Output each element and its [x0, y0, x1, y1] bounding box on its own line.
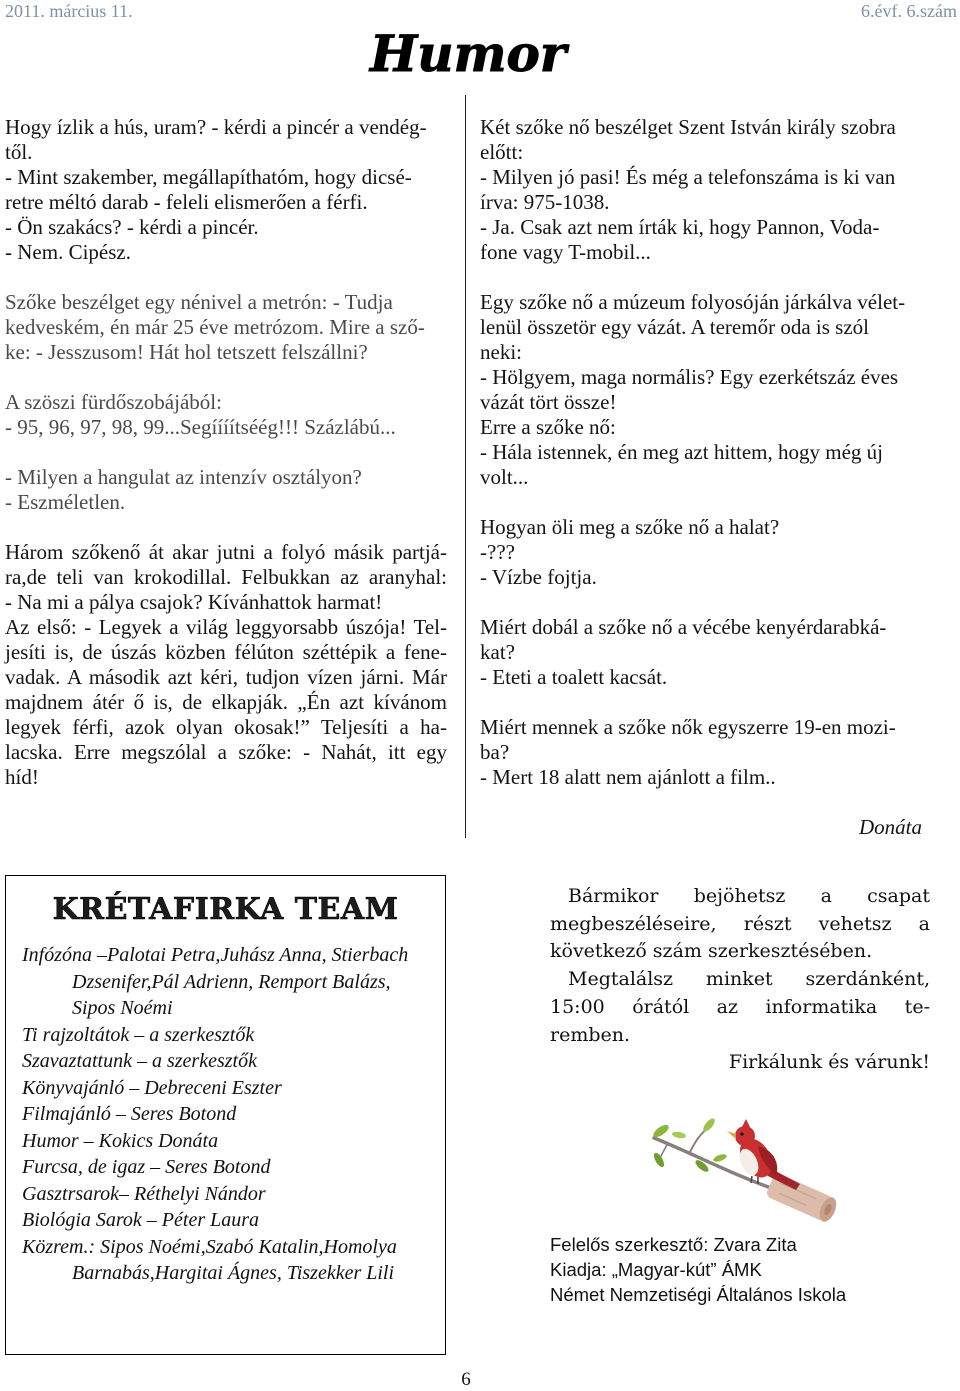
text-line: - Ja. Csak azt nem írták ki, hogy Pannon, Voda- — [480, 215, 880, 239]
author-signature: Donáta — [859, 815, 922, 839]
text-line: - Nem. Cipész. — [5, 240, 131, 264]
page-number: 6 — [461, 1369, 471, 1390]
text-line: remben. — [550, 1023, 631, 1046]
joke-cinema — [480, 715, 922, 790]
team-entry-line: Dzsenifer,Pál Adrienn, Remport Balázs, — [72, 970, 391, 993]
team-entry-line: Infózóna –Palotai Petra,Juhász Anna, Stierbach — [22, 944, 409, 966]
text-line: vázát tört össze! — [480, 390, 617, 414]
joke-bread — [480, 615, 922, 690]
twig — [660, 1143, 668, 1158]
text-line: - 95, 96, 97, 98, 99...Segíííítséég!!! Százlábú... — [5, 415, 396, 439]
text-line: Két szőke nő beszélget Szent István király szobra — [480, 115, 896, 139]
text-line: - Eszméletlen. — [5, 490, 126, 514]
joke-goldfish — [5, 540, 447, 790]
invitation-paragraph — [550, 966, 930, 1049]
team-entry-line: Könyvajánló – Debreceni Eszter — [22, 1076, 282, 1099]
text-line: fone vagy T-mobil... — [480, 240, 651, 264]
credits — [550, 1232, 846, 1307]
team-entry-line: Barnabás,Hargitai Ágnes, Tiszekker Lili — [72, 1262, 395, 1284]
text-line: legyek férfi, azok olyan okosak!” Teljesíti a ha- — [5, 715, 447, 739]
text-line: - Na mi a pálya csajok? Kívánhattok harmat! — [5, 590, 383, 614]
team-entry — [22, 1022, 440, 1049]
joke-fish — [480, 515, 922, 590]
text-line: lenül összetör egy vázát. A teremőr oda is szól — [480, 315, 869, 339]
text-line: megbeszéléseire, részt vehetsz a — [550, 912, 930, 935]
team-entry-line: Biológia Sarok – Péter Laura — [22, 1209, 260, 1231]
text-line: - Mint szakember, megállapíthatóm, hogy dicsé- — [5, 165, 412, 189]
team-entry — [22, 1048, 440, 1075]
text-line: kedveském, én már 25 éve metrózom. Mire a sző- — [5, 315, 425, 339]
joke-restaurant — [5, 115, 447, 265]
school-name: Német Nemzetiségi Általános Iskola — [550, 1284, 847, 1305]
team-entry-line: Sipos Noémi — [72, 997, 173, 1019]
bird-on-branch-illustration — [650, 1112, 840, 1224]
text-line: - Hála istennek, én meg azt hittem, hogy még új — [480, 440, 883, 464]
team-entry-line: Szavaztattunk – a szerkesztők — [22, 1050, 257, 1072]
team-entry-line: Furcsa, de igaz – Seres Botond — [22, 1156, 271, 1178]
text-line: Hogy ízlik a hús, uram? - kérdi a pincér a vendég- — [5, 115, 427, 139]
team-entry — [22, 1075, 440, 1102]
text-line: kat? — [480, 640, 515, 664]
text-line: Bármikor bejöhetsz a csapat — [568, 885, 930, 907]
text-line: Miért dobál a szőke nő a vécébe kenyérdarabká- — [480, 615, 887, 639]
joke-museum — [480, 290, 922, 490]
team-entry-line: Közrem.: Sipos Noémi,Szabó Katalin,Homolya — [22, 1235, 397, 1258]
text-line: - Ön szakács? - kérdi a pincér. — [5, 215, 259, 239]
leaf — [652, 1151, 666, 1168]
text-line: ba? — [480, 740, 510, 764]
text-line: Három szőkenő át akar jutni a folyó másik partjá- — [5, 540, 447, 564]
text-line: 15:00 órától az informatika te- — [550, 995, 930, 1018]
joke-metro — [5, 290, 447, 365]
text-line: - Milyen a hangulat az intenzív osztályon? — [5, 465, 362, 489]
text-line: Miért mennek a szőke nők egyszerre 19-en mozi- — [480, 715, 896, 739]
editor-in-chief: Felelős szerkesztő: Zvara Zita — [550, 1234, 797, 1255]
text-line: - Eteti a toalett kacsát. — [480, 665, 668, 689]
team-entry-line: Ti rajzoltátok – a szerkesztők — [22, 1023, 255, 1046]
leaf — [712, 1153, 727, 1163]
joke-intensive-care — [5, 465, 447, 515]
text-line: Megtalálsz minket szerdánként, — [568, 968, 930, 991]
team-entry — [22, 1234, 440, 1287]
joke-bathroom — [5, 390, 447, 440]
text-line: Erre a szőke nő: — [480, 415, 616, 439]
team-entry-line: Filmajánló – Seres Botond — [22, 1103, 237, 1125]
text-line: vadak. A második azt kéri, tudjon vízen járni. Már — [5, 665, 447, 689]
text-line: - Milyen jó pasi! És még a telefonszáma is ki van — [480, 165, 896, 189]
twig — [690, 1128, 708, 1152]
text-line: ke: - Jesszusom! Hát hol tetszett felszállni? — [5, 340, 368, 364]
text-line: írva: 975-1038. — [480, 190, 610, 214]
text-line: Szőke beszélget egy nénivel a metrón: - Tudja — [5, 290, 393, 314]
invitation-paragraph — [550, 883, 930, 966]
team-entry — [22, 942, 440, 1022]
text-line: retre méltó darab - feleli elismerően a férfi. — [5, 190, 368, 214]
text-line: Egy szőke nő a múzeum folyosóján járkálva vélet- — [480, 290, 906, 314]
team-entry-line: Gasztrsarok– Réthelyi Nándor — [22, 1182, 266, 1205]
text-line: - Vízbe fojtja. — [480, 565, 597, 589]
invitation-text — [550, 883, 930, 1077]
team-list — [22, 942, 440, 1287]
invitation-closing: Firkálunk és várunk! — [728, 1051, 930, 1074]
red-bird — [727, 1119, 800, 1190]
team-entry — [22, 1154, 440, 1181]
right-column — [480, 115, 922, 840]
text-line: től. — [5, 140, 33, 164]
team-entry — [22, 1101, 440, 1128]
text-line: előtt: — [480, 140, 524, 164]
text-line: A szöszi fürdőszobájából: — [5, 390, 222, 414]
text-line: következő szám szerkesztésében. — [550, 940, 873, 963]
team-entry — [22, 1128, 440, 1155]
text-line: Hogyan öli meg a szőke nő a halat? — [480, 515, 780, 539]
text-line: híd! — [5, 765, 39, 789]
text-line: volt... — [480, 465, 529, 489]
team-entry — [22, 1207, 440, 1234]
leaf — [672, 1131, 687, 1139]
text-line: majdnem átér ő is, de elkapják. „Én azt kívánom — [5, 690, 447, 714]
issue-date: 2011. március 11. — [5, 1, 133, 21]
team-entry-line: Humor – Kokics Donáta — [22, 1129, 219, 1152]
left-column — [5, 115, 447, 815]
team-box — [5, 875, 446, 1355]
joke-statue — [480, 115, 922, 265]
text-line: -??? — [480, 540, 515, 564]
publisher: Kiadja: „Magyar-kút” ÁMK — [550, 1259, 762, 1280]
text-line: neki: — [480, 340, 522, 364]
text-line: - Hölgyem, maga normális? Egy ezerkétszáz éves — [480, 365, 899, 389]
team-title: KRÉTAFIRKA TEAM — [52, 892, 399, 927]
column-divider — [465, 95, 466, 838]
section-title: Humor — [370, 24, 567, 83]
text-line: - Mert 18 alatt nem ajánlott a film.. — [480, 765, 776, 789]
team-entry — [22, 1181, 440, 1208]
text-line: ra,de teli van krokodillal. Felbukkan az aranyhal: — [5, 565, 447, 589]
text-line: lacska. Erre megszólal a szőke: - Nahát, itt egy — [5, 740, 447, 764]
text-line: Az első: - Legyek a világ leggyorsabb úszója! Tel- — [5, 615, 447, 639]
issue-number: 6.évf. 6.szám — [861, 1, 957, 21]
text-line: jesíti is, de úszás közben félúton széttépik a fene- — [5, 640, 447, 664]
